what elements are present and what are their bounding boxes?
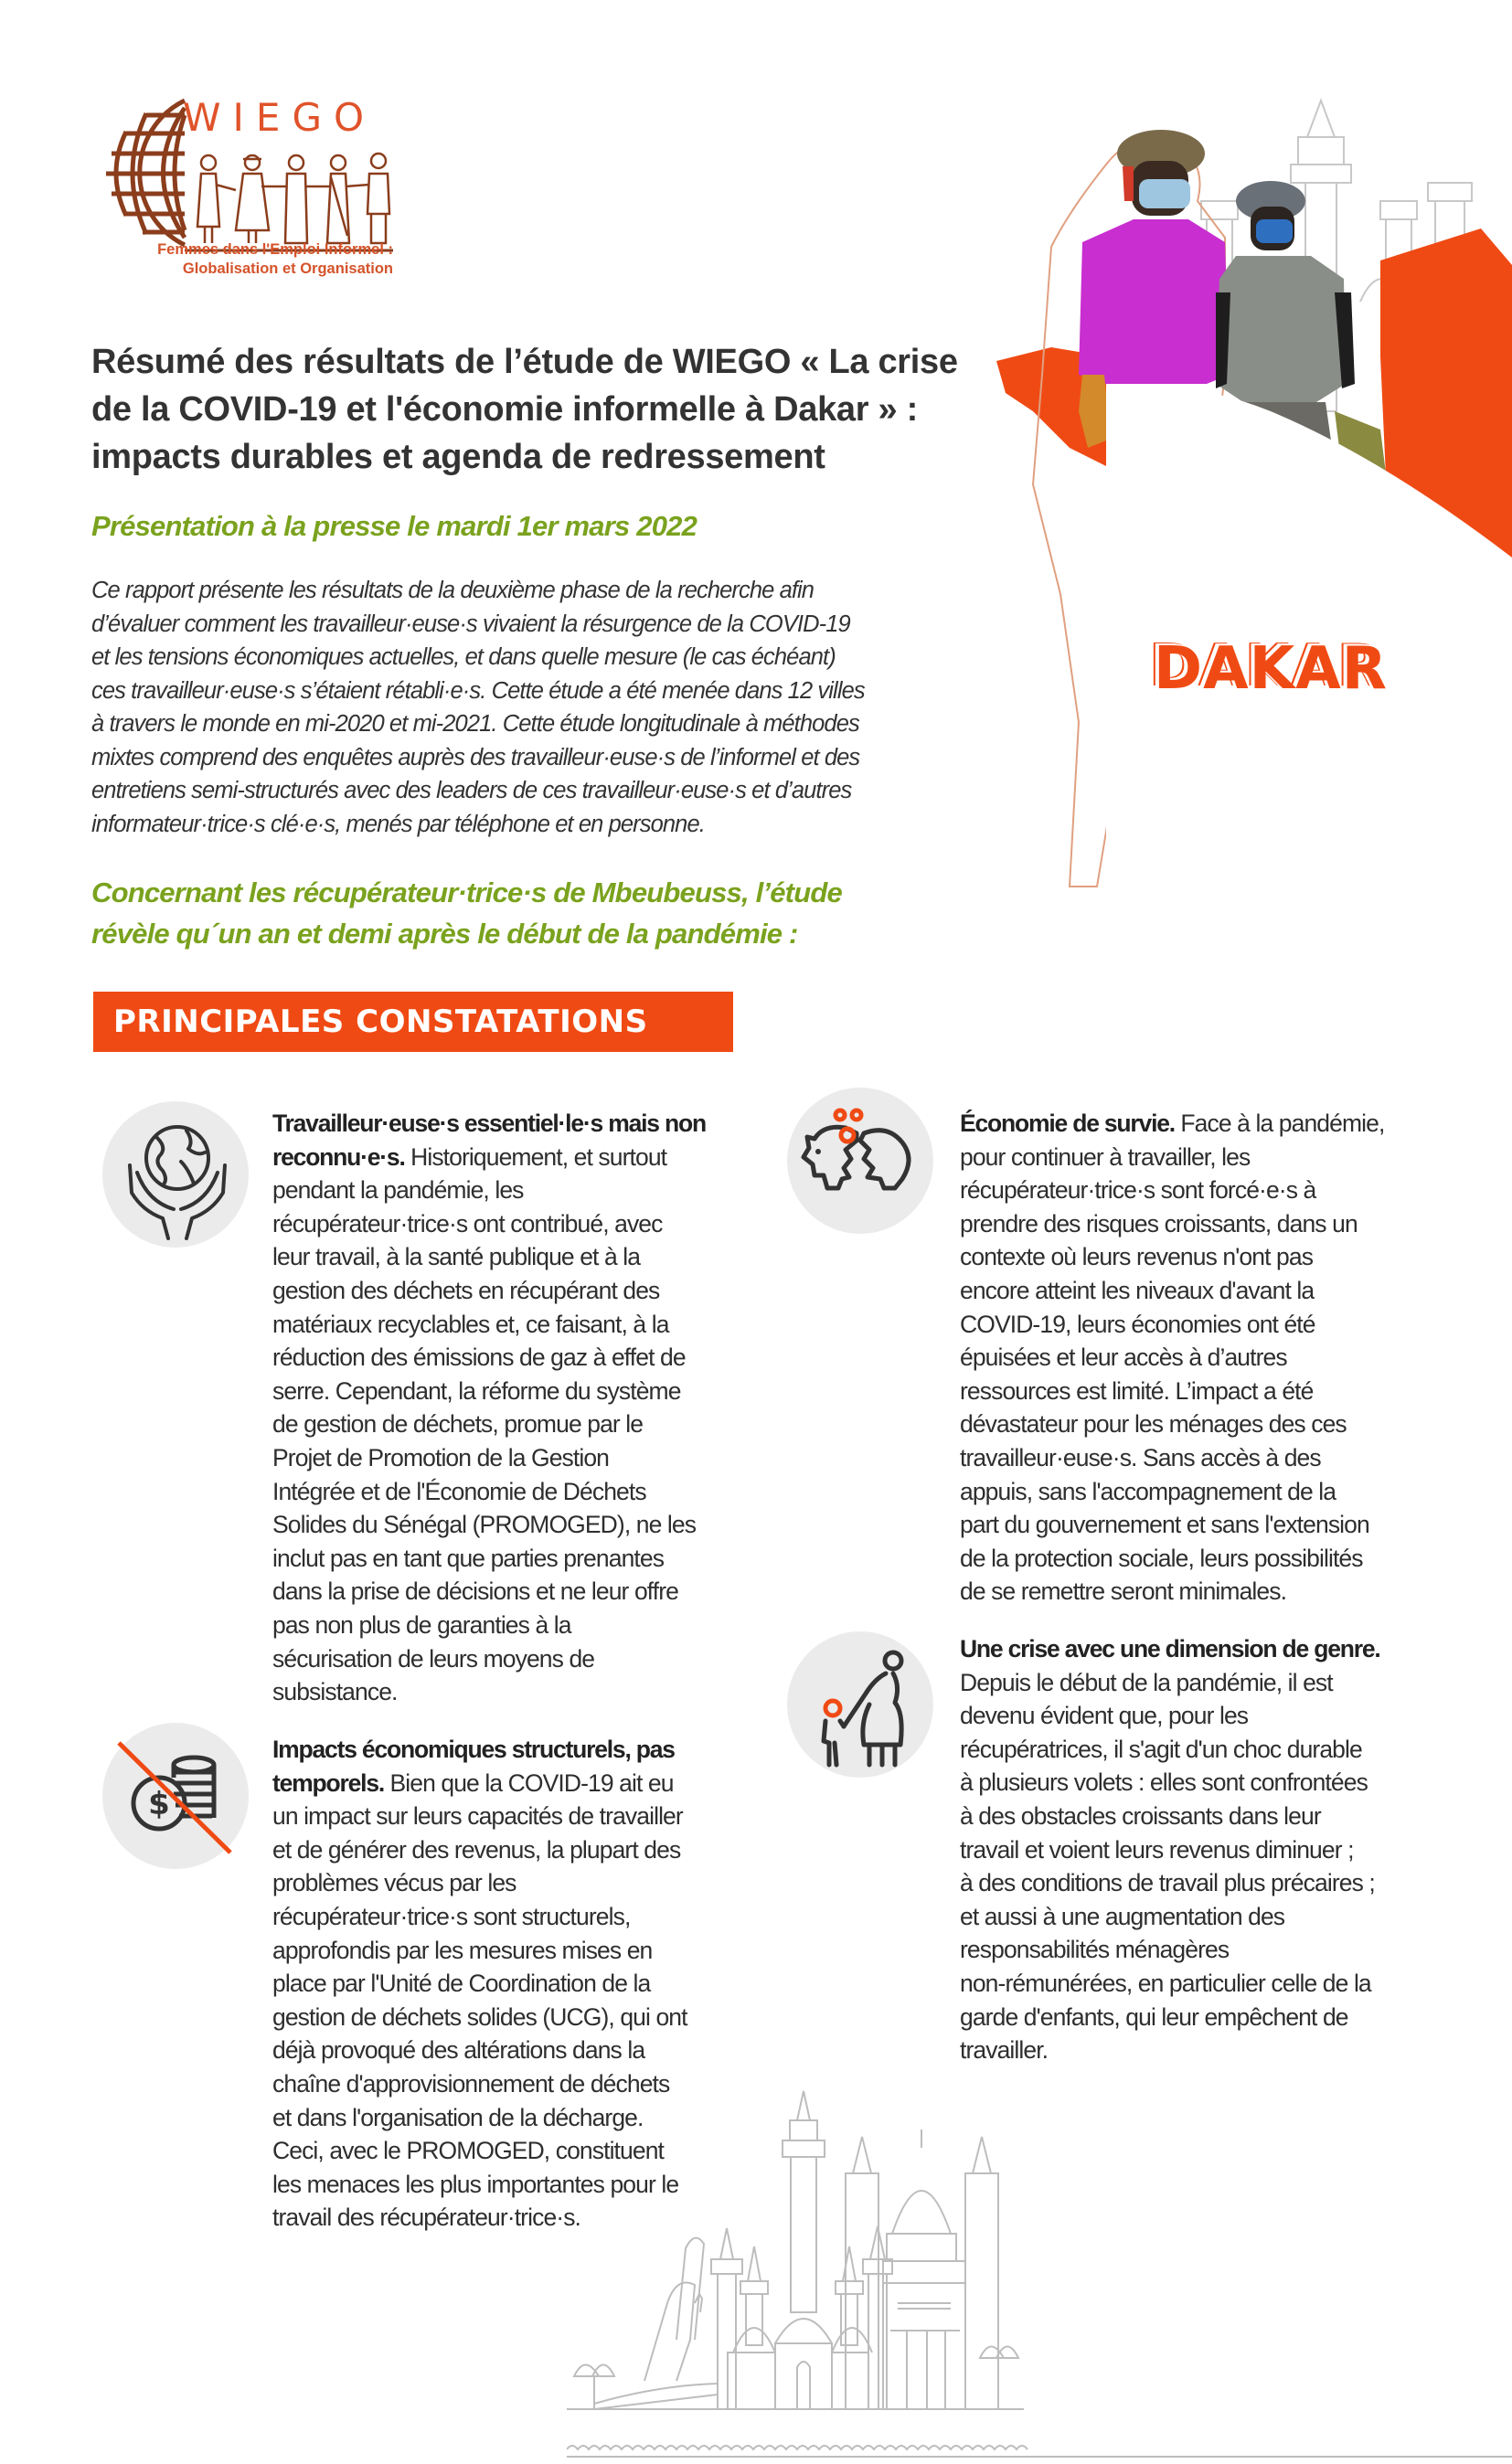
svg-text:$: $	[148, 1786, 170, 1822]
finding-body-line: récupérateur·trice·s sont forcé·e·s à	[960, 1176, 1316, 1205]
finding-body-line: responsabilités ménagères	[960, 1936, 1230, 1964]
finding-body-line: approfondis par les mesures mises en	[272, 1936, 653, 1964]
finding-body-line: Intégrée et de l'Économie de Déchets	[272, 1477, 646, 1505]
finding-heading: Une crise avec une dimension de genre.	[960, 1635, 1380, 1662]
finding-gender-dimension	[960, 1632, 1435, 2067]
finding-body-line: Projet de Promotion de la Gestion	[272, 1443, 610, 1471]
intro-line: et les tensions économiques actuelles, et dans quelle mesure (le cas échéant)	[91, 644, 836, 670]
finding-body-line: encore atteint les niveaux d'avant la	[960, 1276, 1315, 1304]
finding-body-line: Face à la pandémie,	[1174, 1110, 1385, 1137]
finding-body-line: gestion des déchets en récupérant des	[272, 1276, 660, 1304]
finding-body-line: travailler.	[960, 2036, 1049, 2065]
finding-body-line: Depuis le début de la pandémie, il est	[960, 1668, 1333, 1696]
finding-body-line: Historiquement, et surtout	[404, 1142, 667, 1171]
finding-body-line: garde d'enfants, qui leur empêchent de	[960, 2002, 1348, 2031]
finding-body-line: récupératrices, il s'agit d'un choc durable	[960, 1735, 1362, 1763]
finding-body-line: réduction des émissions de gaz à effet de	[272, 1344, 686, 1372]
finding-body-line: Solides du Sénégal (PROMOGED), ne les	[272, 1511, 697, 1539]
finding-body-line: inclut pas en tant que parties prenantes	[272, 1544, 665, 1572]
finding-body-line: épuisées et leur accès à d’autres	[960, 1344, 1287, 1372]
lead-line: Concernant les récupérateur·trice·s de Mbeubeuss, l’étude	[91, 876, 842, 908]
finding-body-line: un impact sur leurs capacités de travailler	[272, 1802, 683, 1831]
finding-body-line: non-rémunérées, en particulier celle de la	[960, 1969, 1371, 1997]
finding-body-line: et de générer des revenus, la plupart des	[272, 1835, 681, 1864]
mother-and-child-icon	[787, 1631, 933, 1778]
finding-body-line: contexte où leurs revenus n'ont pas	[960, 1243, 1314, 1271]
finding-body-line: devenu évident que, pour les	[960, 1702, 1249, 1730]
finding-body-line: à des obstacles croissants dans leur	[960, 1801, 1321, 1830]
finding-heading: reconnu·e·s.	[272, 1142, 405, 1171]
press-date-subtitle: Présentation à la presse le mardi 1er mars 2022	[91, 510, 697, 542]
finding-body-line: de se remettre seront minimales.	[960, 1577, 1287, 1606]
waste-pickers-photo	[996, 82, 1512, 905]
finding-body-line: chaîne d'approvisionnement de déchets	[272, 2069, 670, 2098]
finding-body-line: Bien que la COVID-19 ait eu	[384, 1768, 674, 1797]
finding-survival-economy	[960, 1107, 1435, 1609]
finding-body-line: pendant la pandémie, les	[272, 1176, 524, 1205]
intro-paragraph	[91, 574, 1006, 841]
finding-body-line: récupérateur·trice·s ont contribué, avec	[272, 1209, 663, 1237]
section-banner-label: PRINCIPALES CONSTATATIONS	[113, 1004, 648, 1040]
finding-body-line: appuis, sans l'accompagnement de la	[960, 1477, 1336, 1505]
globe-in-hands-icon	[102, 1101, 249, 1248]
finding-icon-circle	[787, 1631, 933, 1778]
intro-line: informateur·trice·s clé·e·s, menés par téléphone et en personne.	[91, 811, 705, 837]
hero-illustration	[996, 82, 1512, 905]
logo-wordmark: WIEGO	[183, 95, 377, 140]
city-label: DAKAR	[1154, 635, 1389, 703]
finding-body-line: de la protection sociale, leurs possibilités	[960, 1544, 1363, 1572]
finding-body-line: problèmes vécus par les	[272, 1869, 516, 1897]
finding-body-line: matériaux recyclables et, ce faisant, à la	[272, 1310, 669, 1338]
finding-body-line: dans la prise de décisions et ne leur offre	[272, 1577, 678, 1606]
finding-body-line: leur travail, à la santé publique et à la	[272, 1243, 641, 1271]
finding-body-line: récupérateur·trice·s sont structurels,	[272, 1902, 631, 1930]
finding-body-line: part du gouvernement et sans l'extension	[960, 1511, 1369, 1539]
finding-body-line: place par l'Unité de Coordination de la	[272, 1970, 651, 1998]
skyline-line-art	[567, 2066, 1512, 2464]
intro-line: à travers le monde en mi-2020 et mi-2021. Cette étude longitudinale à méthodes	[91, 711, 859, 737]
finding-body-line: et dans l'organisation de la décharge.	[272, 2103, 644, 2131]
finding-body-line: sécurisation de leurs moyens de	[272, 1644, 595, 1673]
logo-tagline	[157, 240, 393, 279]
finding-body-line: ressources est limité. L’impact a été	[960, 1376, 1314, 1405]
dakar-skyline-illustration	[567, 2066, 1512, 2464]
finding-body-line: dévastateur pour les ménages des ces	[960, 1410, 1347, 1439]
section-banner	[93, 992, 733, 1052]
finding-body-line: subsistance.	[272, 1678, 398, 1706]
page-title	[91, 338, 1006, 481]
finding-body-line: à plusieurs volets : elles sont confrontées	[960, 1768, 1368, 1797]
finding-heading: Économie de survie.	[960, 1110, 1175, 1137]
no-money-icon	[102, 1723, 249, 1869]
broken-piggy-bank-icon	[787, 1088, 933, 1234]
finding-body-line: les menaces les plus importantes pour le	[272, 2170, 679, 2198]
finding-body-line: Ceci, avec le PROMOGED, constituent	[272, 2137, 664, 2165]
finding-body-line: serre. Cependant, la réforme du système	[272, 1376, 681, 1405]
title-line: Résumé des résultats de l’étude de WIEGO « La crise	[91, 343, 958, 381]
title-line: de la COVID-19 et l'économie informelle à Dakar » :	[91, 390, 918, 429]
title-line: impacts durables et agenda de redressement	[91, 438, 825, 476]
finding-icon-circle	[102, 1101, 249, 1248]
logo-tagline-line1: Femmes dans l'Emploi Informel :	[157, 241, 393, 258]
finding-body-line: prendre des risques croissants, dans un	[960, 1209, 1358, 1237]
intro-line: ces travailleur·euse·s s’étaient rétabli·e·s. Cette étude a été menée dans 12 villes	[91, 677, 865, 704]
finding-body-line: travail des récupérateur·trice·s.	[272, 2204, 581, 2232]
finding-icon-circle	[102, 1723, 249, 1869]
intro-line: mixtes comprend des enquêtes auprès des travailleur·euse·s de l’informel et des	[91, 744, 860, 770]
finding-body-line: gestion de déchets solides (UCG), qui ont	[272, 2002, 687, 2031]
finding-body-line: à des conditions de travail plus précaires ;	[960, 1869, 1375, 1897]
finding-heading: Impacts économiques structurels, pas	[272, 1736, 675, 1763]
finding-icon-circle	[787, 1088, 933, 1234]
logo-tagline-line2: Globalisation et Organisation	[182, 260, 393, 277]
finding-body-line: COVID-19, leurs économies ont été	[960, 1310, 1315, 1338]
finding-body-line: travail et voient leurs revenus diminuer ;	[960, 1835, 1354, 1864]
intro-line: entretiens semi-structurés avec des leaders de ces travailleur·euse·s et d’autres	[91, 778, 852, 803]
wiego-logo	[91, 90, 393, 291]
finding-body-line: de gestion de déchets, promue par le	[272, 1410, 644, 1439]
finding-body-line: pour continuer à travailler, les	[960, 1142, 1251, 1171]
intro-line: d’évaluer comment les travailleur·euse·s vivaient la résurgence de la COVID-19	[91, 611, 850, 637]
finding-body-line: pas non plus de garanties à la	[272, 1610, 571, 1639]
finding-body-line: et aussi à une augmentation des	[960, 1902, 1285, 1930]
finding-body-line: travailleur·euse·s. Sans accès à des	[960, 1443, 1321, 1471]
finding-body-line: déjà provoqué des altérations dans la	[272, 2036, 645, 2065]
lead-line: révèle qu´un an et demi après le début de la pandémie :	[91, 918, 798, 950]
intro-line: Ce rapport présente les résultats de la deuxième phase de la recherche afin	[91, 578, 815, 603]
finding-heading: temporels.	[272, 1768, 385, 1797]
finding-heading: Travailleur·euse·s essentiel·le·s mais non	[272, 1110, 706, 1137]
lead-statement	[91, 872, 987, 954]
finding-essential-workers	[272, 1107, 748, 1709]
